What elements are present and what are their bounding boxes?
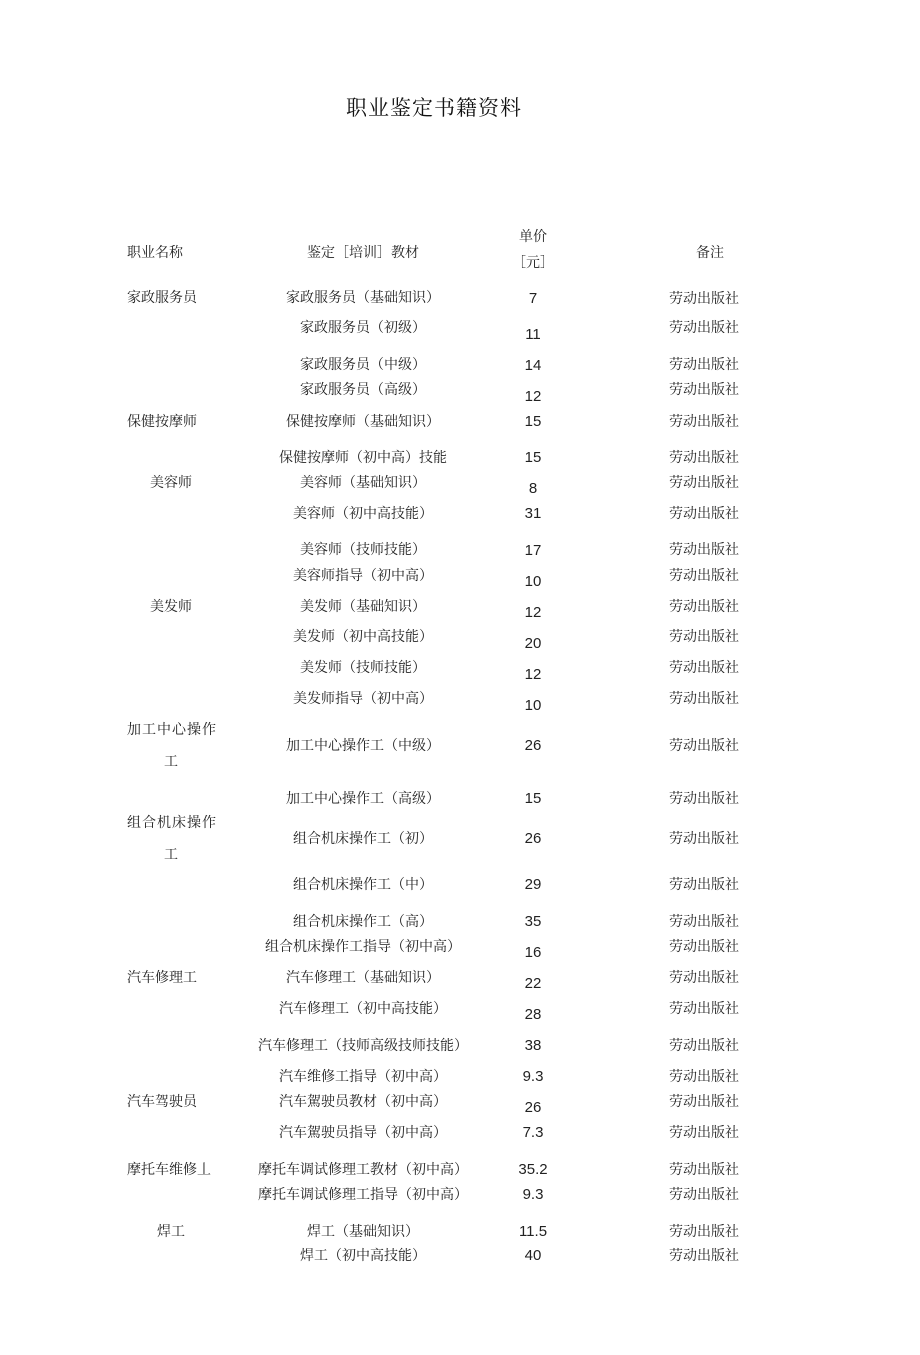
book-title: 家政服务员（初级） (300, 320, 426, 336)
price: 10 (524, 573, 542, 590)
publisher: 劳动出版社 (669, 939, 739, 955)
publisher: 劳动出版社 (669, 450, 739, 466)
publisher: 劳动出版社 (669, 791, 739, 807)
occupation-label: 加工中心操作 (127, 722, 217, 738)
book-title: 汽车维修工指导（初中高） (279, 1069, 447, 1085)
publisher: 劳动出版社 (669, 1038, 739, 1054)
price: 35.2 (518, 1161, 548, 1178)
price: 26 (524, 830, 542, 847)
publisher: 劳动出版社 (669, 629, 739, 645)
page-title: 职业鉴定书籍资料 (346, 96, 522, 120)
price: 7 (528, 290, 538, 307)
publisher: 劳动出版社 (669, 475, 739, 491)
publisher: 劳动出版社 (669, 1094, 739, 1110)
occupation-label: 焊工 (157, 1224, 185, 1240)
price: 16 (524, 944, 542, 961)
price: 20 (524, 635, 542, 652)
publisher: 劳动出版社 (669, 914, 739, 930)
header-remark: 备注 (696, 245, 724, 261)
occupation-label: 保健按摩师 (127, 414, 197, 430)
occupation-label: 汽车驾驶员 (127, 1094, 197, 1110)
book-title: 美容师指导（初中高） (293, 568, 433, 584)
price: 15 (524, 413, 542, 430)
price: 26 (524, 737, 542, 754)
publisher: 劳动出版社 (669, 660, 739, 676)
publisher: 劳动出版社 (669, 1248, 739, 1264)
publisher: 劳动出版社 (669, 1162, 739, 1178)
publisher: 劳动出版社 (669, 1069, 739, 1085)
book-title: 家政服务员（基础知识） (286, 290, 440, 306)
publisher: 劳动出版社 (669, 568, 739, 584)
book-title: 组合机床操作工指导（初中高） (265, 939, 461, 955)
price: 9.3 (522, 1068, 544, 1085)
price: 12 (524, 604, 542, 621)
occupation-label: 家政服务员 (127, 290, 197, 306)
book-title: 焊工（基础知识） (307, 1224, 419, 1240)
price: 12 (524, 666, 542, 683)
price: 15 (524, 449, 542, 466)
header-material: 鉴定［培训］教材 (307, 245, 419, 261)
price: 11 (525, 326, 541, 343)
book-title: 汽车駕驶员教材（初中高） (279, 1094, 447, 1110)
publisher: 劳动出版社 (669, 506, 739, 522)
publisher: 劳动出版社 (669, 738, 739, 754)
occupation-label: 组合机床操作 (127, 815, 217, 831)
price: 22 (524, 975, 542, 992)
book-title: 焊工（初中高技能） (300, 1248, 426, 1264)
price: 14 (524, 357, 542, 374)
book-title: 美发师（初中高技能） (293, 629, 433, 645)
occupation-label: 工 (164, 847, 178, 863)
book-title: 汽车修理工（初中高技能） (279, 1001, 447, 1017)
publisher: 劳动出版社 (669, 1224, 739, 1240)
price: 15 (524, 790, 542, 807)
book-title: 汽车修理工（技师高级技师技能） (258, 1038, 468, 1054)
book-title: 美容师（技师技能） (300, 542, 426, 558)
book-title: 组合机床操作工（高） (293, 914, 433, 930)
price: 9.3 (522, 1186, 544, 1203)
book-title: 保健按摩师（基础知识） (286, 414, 440, 430)
publisher: 劳动出版社 (669, 414, 739, 430)
price: 7.3 (522, 1124, 544, 1141)
book-title: 美发师（技师技能） (300, 660, 426, 676)
publisher: 劳动出版社 (669, 1187, 739, 1203)
book-title: 美容师（初中高技能） (293, 506, 433, 522)
book-title: 组合机床操作工（中） (293, 877, 433, 893)
publisher: 劳动出版社 (669, 1125, 739, 1141)
price: 31 (524, 505, 542, 522)
price: 35 (524, 913, 542, 930)
book-title: 汽车修理工（基础知识） (286, 970, 440, 986)
price: 11.5 (518, 1223, 548, 1240)
publisher: 劳动出版社 (669, 320, 739, 336)
book-title: 加工中心操作工（中级） (286, 738, 440, 754)
header-price-line2: ［元］ (512, 255, 554, 271)
price: 40 (524, 1247, 542, 1264)
price: 28 (524, 1006, 542, 1023)
book-title: 保健按摩师（初中高）技能 (279, 450, 447, 466)
book-title: 美发师（基础知识） (300, 599, 426, 615)
book-title: 加工中心操作工（高级） (286, 791, 440, 807)
book-title: 家政服务员（中级） (300, 357, 426, 373)
publisher: 劳动出版社 (669, 357, 739, 373)
publisher: 劳动出版社 (669, 691, 739, 707)
price: 38 (524, 1037, 542, 1054)
price: 29 (524, 876, 542, 893)
price: 8 (528, 480, 538, 497)
book-title: 美容师（基础知识） (300, 475, 426, 491)
publisher: 劳动出版社 (669, 291, 739, 307)
publisher: 劳动出版社 (669, 970, 739, 986)
book-title: 摩托车调试修理工教材（初中高） (258, 1162, 468, 1178)
price: 10 (524, 697, 542, 714)
publisher: 劳动出版社 (669, 831, 739, 847)
occupation-label: 工 (164, 754, 178, 770)
book-title: 摩托车调试修理工指导（初中高） (258, 1187, 468, 1203)
price: 17 (524, 542, 542, 559)
price: 26 (524, 1099, 542, 1116)
publisher: 劳动出版社 (669, 599, 739, 615)
price: 12 (524, 388, 542, 405)
occupation-label: 美容师 (150, 475, 192, 491)
book-title: 组合机床操作工（初） (293, 831, 433, 847)
book-title: 家政服务员（高级） (300, 382, 426, 398)
publisher: 劳动出版社 (669, 877, 739, 893)
occupation-label: 摩托车维修丄 (127, 1162, 211, 1178)
header-price-line1: 单价 (519, 229, 547, 245)
header-occupation: 职业名称 (127, 245, 183, 261)
book-title: 汽车駕驶员指导（初中高） (279, 1125, 447, 1141)
publisher: 劳动出版社 (669, 382, 739, 398)
publisher: 劳动出版社 (669, 1001, 739, 1017)
occupation-label: 美发师 (150, 599, 192, 615)
book-title: 美发师指导（初中高） (293, 691, 433, 707)
publisher: 劳动出版社 (669, 542, 739, 558)
occupation-label: 汽车修理工 (127, 970, 197, 986)
